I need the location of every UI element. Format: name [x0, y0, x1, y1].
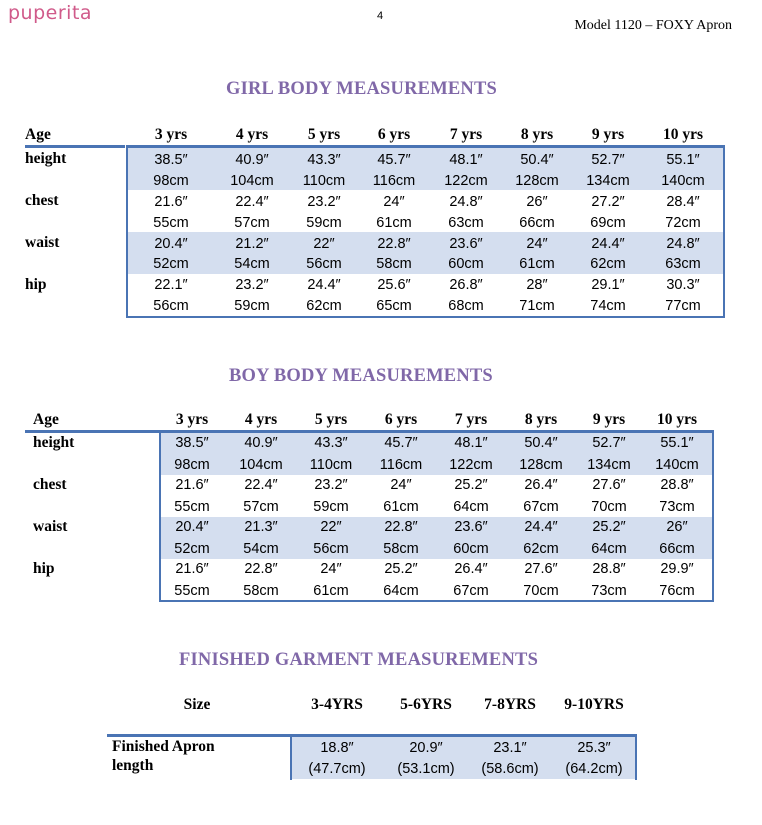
girl-chest-in: 26″: [526, 194, 548, 210]
girl-height-in: 45.7″: [377, 152, 411, 168]
boy-hip-in: 21.6″: [175, 561, 209, 577]
garment-size-header: 9-10YRS: [564, 696, 624, 713]
boy-waist-in: 24.4″: [524, 519, 558, 535]
girl-waist-cm: 54cm: [234, 256, 270, 272]
girl-hip-in: 29.1″: [591, 277, 625, 293]
girl-section-title: GIRL BODY MEASUREMENTS: [226, 79, 497, 99]
boy-height-cm: 134cm: [587, 457, 631, 473]
girl-hip-cm: 74cm: [590, 298, 626, 314]
girl-height-cm: 98cm: [153, 173, 189, 189]
boy-height-cm: 128cm: [519, 457, 563, 473]
boy-waist-cm: 62cm: [523, 541, 559, 557]
boy-row-label-chest: chest: [33, 476, 67, 493]
model-title: Model 1120 – FOXY Apron: [574, 18, 732, 33]
girl-chest-cm: 55cm: [153, 215, 189, 231]
boy-chest-cm: 70cm: [591, 499, 627, 515]
boy-chest-in: 27.6″: [592, 477, 626, 493]
girl-height-cm: 134cm: [586, 173, 630, 189]
girl-chest-in: 28.4″: [666, 194, 700, 210]
boy-age-header: 10 yrs: [656, 411, 698, 428]
girl-chest-in: 24.8″: [449, 194, 483, 210]
girl-waist-in: 22″: [313, 236, 335, 252]
garment-length-in: 18.8″: [320, 740, 354, 756]
girl-age-header: 6 yrs: [377, 126, 411, 143]
boy-height-in: 45.7″: [384, 435, 418, 451]
girl-height-in: 52.7″: [591, 152, 625, 168]
boy-height-in: 55.1″: [660, 435, 694, 451]
girl-hip-in: 30.3″: [666, 277, 700, 293]
girl-chest-in: 24″: [383, 194, 405, 210]
boy-hip-cm: 55cm: [174, 583, 210, 599]
garment-length-cm: (58.6cm): [481, 761, 539, 777]
girl-waist-in: 24″: [526, 236, 548, 252]
girl-hip-in: 26.8″: [449, 277, 483, 293]
girl-row-label-waist: waist: [25, 234, 60, 251]
garment-size-header: 3-4YRS: [311, 696, 363, 713]
boy-hip-in: 29.9″: [660, 561, 694, 577]
girl-height-cm: 140cm: [661, 173, 705, 189]
boy-hip-cm: 73cm: [591, 583, 627, 599]
girl-row-label-hip: hip: [25, 276, 47, 293]
garment-length-cm: (53.1cm): [397, 761, 455, 777]
boy-height-cm: 98cm: [174, 457, 210, 473]
girl-hip-cm: 65cm: [376, 298, 412, 314]
girl-waist-in: 22.8″: [377, 236, 411, 252]
girl-hip-cm: 59cm: [234, 298, 270, 314]
girl-age-header: 8 yrs: [520, 126, 554, 143]
boy-row-label-height: height: [33, 434, 75, 451]
boy-hip-in: 28.8″: [592, 561, 626, 577]
boy-chest-in: 22.4″: [244, 477, 278, 493]
brand-logo: puperita: [8, 2, 93, 24]
girl-waist-in: 24.4″: [591, 236, 625, 252]
girl-waist-cm: 61cm: [519, 256, 555, 272]
girl-height-cm: 110cm: [302, 173, 346, 189]
girl-height-in: 40.9″: [235, 152, 269, 168]
girl-hip-cm: 62cm: [306, 298, 342, 314]
boy-waist-in: 23.6″: [454, 519, 488, 535]
boy-hip-in: 22.8″: [244, 561, 278, 577]
boy-chest-cm: 64cm: [453, 499, 489, 515]
boy-section-title: BOY BODY MEASUREMENTS: [229, 366, 493, 386]
girl-hip-cm: 68cm: [448, 298, 484, 314]
girl-height-cm: 116cm: [372, 173, 416, 189]
girl-chest-cm: 72cm: [665, 215, 701, 231]
girl-age-header: 3 yrs: [154, 126, 188, 143]
boy-waist-cm: 64cm: [591, 541, 627, 557]
garment-section-title: FINISHED GARMENT MEASUREMENTS: [179, 650, 539, 670]
girl-hip-in: 28″: [526, 277, 548, 293]
boy-waist-in: 22.8″: [384, 519, 418, 535]
girl-height-in: 55.1″: [666, 152, 700, 168]
boy-age-header: 6 yrs: [384, 411, 418, 428]
garment-length-in: 25.3″: [577, 740, 611, 756]
girl-waist-cm: 52cm: [153, 256, 189, 272]
girl-hip-in: 22.1″: [154, 277, 188, 293]
boy-waist-in: 21.3″: [244, 519, 278, 535]
boy-chest-in: 25.2″: [454, 477, 488, 493]
girl-age-header: 4 yrs: [235, 126, 269, 143]
girl-chest-cm: 57cm: [234, 215, 270, 231]
girl-hip-in: 23.2″: [235, 277, 269, 293]
boy-waist-cm: 56cm: [313, 541, 349, 557]
boy-height-cm: 116cm: [379, 457, 423, 473]
boy-height-cm: 110cm: [309, 457, 353, 473]
girl-chest-cm: 63cm: [448, 215, 484, 231]
boy-hip-cm: 58cm: [243, 583, 279, 599]
boy-hip-in: 24″: [320, 561, 342, 577]
girl-hip-cm: 77cm: [665, 298, 701, 314]
boy-waist-in: 25.2″: [592, 519, 626, 535]
boy-chest-cm: 61cm: [383, 499, 419, 515]
boy-chest-cm: 73cm: [659, 499, 695, 515]
girl-waist-cm: 63cm: [665, 256, 701, 272]
boy-age-header: 8 yrs: [524, 411, 558, 428]
boy-hip-cm: 76cm: [659, 583, 695, 599]
girl-chest-cm: 66cm: [519, 215, 555, 231]
girl-waist-in: 21.2″: [235, 236, 269, 252]
page-number: 4: [377, 10, 384, 22]
girl-age-header: 9 yrs: [591, 126, 625, 143]
boy-chest-cm: 55cm: [174, 499, 210, 515]
girl-waist-cm: 62cm: [590, 256, 626, 272]
girl-height-in: 38.5″: [154, 152, 188, 168]
girl-waist-in: 20.4″: [154, 236, 188, 252]
boy-age-header: 3 yrs: [175, 411, 209, 428]
boy-waist-in: 26″: [666, 519, 688, 535]
garment-header-rule: [107, 734, 290, 737]
girl-chest-in: 22.4″: [235, 194, 269, 210]
girl-age-label: Age: [25, 126, 51, 143]
boy-chest-in: 21.6″: [175, 477, 209, 493]
boy-hip-cm: 64cm: [383, 583, 419, 599]
boy-header-rule: [25, 430, 159, 433]
boy-age-header: 5 yrs: [314, 411, 348, 428]
boy-height-in: 38.5″: [175, 435, 209, 451]
garment-row-label-line2: length: [112, 757, 154, 774]
girl-waist-in: 24.8″: [666, 236, 700, 252]
girl-height-in: 43.3″: [307, 152, 341, 168]
girl-header-rule: [25, 145, 125, 148]
boy-hip-in: 26.4″: [454, 561, 488, 577]
girl-hip-in: 24.4″: [307, 277, 341, 293]
garment-size-label: Size: [183, 696, 211, 713]
girl-chest-cm: 59cm: [306, 215, 342, 231]
boy-chest-in: 28.8″: [660, 477, 694, 493]
boy-hip-cm: 70cm: [523, 583, 559, 599]
boy-waist-cm: 52cm: [174, 541, 210, 557]
girl-waist-cm: 60cm: [448, 256, 484, 272]
boy-chest-in: 23.2″: [314, 477, 348, 493]
girl-hip-cm: 56cm: [153, 298, 189, 314]
boy-height-in: 52.7″: [592, 435, 626, 451]
garment-size-header: 7-8YRS: [484, 696, 536, 713]
girl-chest-in: 21.6″: [154, 194, 188, 210]
girl-waist-in: 23.6″: [449, 236, 483, 252]
boy-height-in: 48.1″: [454, 435, 488, 451]
boy-height-in: 43.3″: [314, 435, 348, 451]
garment-length-cm: (47.7cm): [308, 761, 366, 777]
boy-waist-in: 22″: [320, 519, 342, 535]
girl-age-header: 7 yrs: [449, 126, 483, 143]
boy-height-cm: 122cm: [449, 457, 493, 473]
girl-row-label-height: height: [25, 150, 67, 167]
boy-hip-in: 27.6″: [524, 561, 558, 577]
girl-waist-cm: 56cm: [306, 256, 342, 272]
boy-hip-cm: 67cm: [453, 583, 489, 599]
girl-height-in: 48.1″: [449, 152, 483, 168]
boy-age-header: 4 yrs: [244, 411, 278, 428]
garment-size-header: 5-6YRS: [400, 696, 452, 713]
boy-height-cm: 140cm: [655, 457, 699, 473]
boy-chest-cm: 67cm: [523, 499, 559, 515]
boy-row-label-waist: waist: [33, 518, 68, 535]
boy-waist-cm: 66cm: [659, 541, 695, 557]
girl-chest-cm: 69cm: [590, 215, 626, 231]
boy-waist-cm: 60cm: [453, 541, 489, 557]
girl-height-cm: 104cm: [230, 173, 274, 189]
girl-chest-cm: 61cm: [376, 215, 412, 231]
girl-age-header: 5 yrs: [307, 126, 341, 143]
boy-waist-in: 20.4″: [175, 519, 209, 535]
girl-height-cm: 122cm: [444, 173, 488, 189]
boy-hip-in: 25.2″: [384, 561, 418, 577]
boy-chest-in: 24″: [390, 477, 412, 493]
boy-chest-in: 26.4″: [524, 477, 558, 493]
garment-length-in: 20.9″: [409, 740, 443, 756]
boy-hip-cm: 61cm: [313, 583, 349, 599]
garment-length-in: 23.1″: [493, 740, 527, 756]
girl-hip-cm: 71cm: [519, 298, 555, 314]
boy-age-header: 7 yrs: [454, 411, 488, 428]
boy-height-in: 40.9″: [244, 435, 278, 451]
boy-chest-cm: 57cm: [243, 499, 279, 515]
boy-age-label: Age: [33, 411, 59, 428]
girl-row-label-chest: chest: [25, 192, 59, 209]
girl-age-header: 10 yrs: [662, 126, 704, 143]
boy-height-in: 50.4″: [524, 435, 558, 451]
garment-row-label: Finished Apron: [112, 738, 215, 755]
girl-height-in: 50.4″: [520, 152, 554, 168]
girl-chest-in: 23.2″: [307, 194, 341, 210]
boy-waist-cm: 54cm: [243, 541, 279, 557]
girl-height-cm: 128cm: [515, 173, 559, 189]
girl-chest-in: 27.2″: [591, 194, 625, 210]
garment-length-cm: (64.2cm): [565, 761, 623, 777]
boy-row-label-hip: hip: [33, 560, 55, 577]
boy-waist-cm: 58cm: [383, 541, 419, 557]
boy-chest-cm: 59cm: [313, 499, 349, 515]
boy-age-header: 9 yrs: [592, 411, 626, 428]
boy-height-cm: 104cm: [239, 457, 283, 473]
girl-hip-in: 25.6″: [377, 277, 411, 293]
girl-waist-cm: 58cm: [376, 256, 412, 272]
